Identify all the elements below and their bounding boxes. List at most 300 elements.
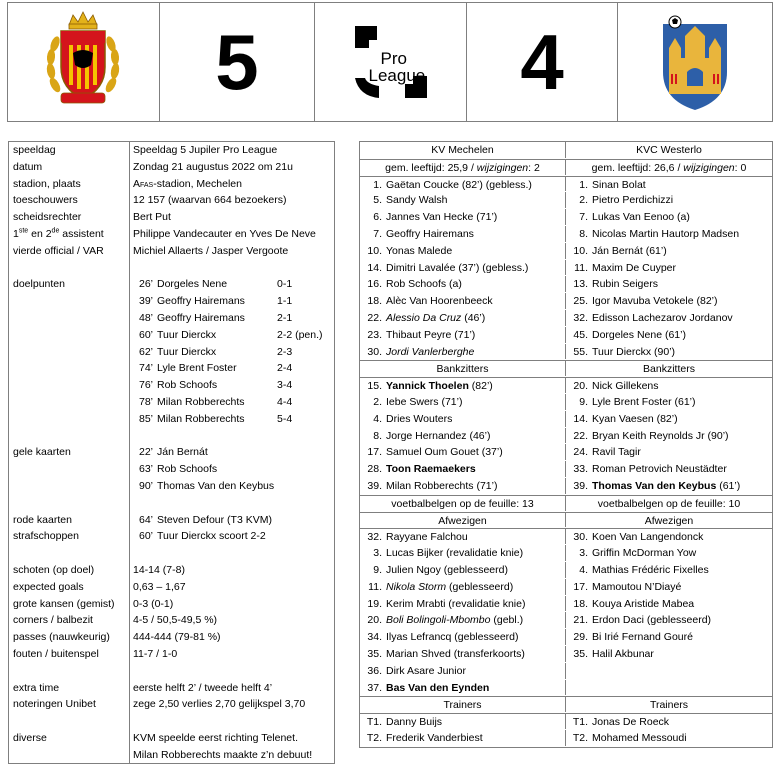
stadium-name-rest: -stadion, Mechelen [153, 177, 242, 190]
goal-row [9, 360, 334, 377]
match-info-table [8, 141, 335, 764]
info-row-vierde-official [9, 243, 334, 260]
away-player-cell [566, 411, 772, 427]
player-number: 16. [367, 278, 382, 291]
card-player: Steven Defour (T3 KVM) [157, 513, 272, 526]
away-player-cell [566, 680, 772, 696]
info-value [130, 528, 334, 545]
stat-value: 0-3 (0-1) [133, 597, 174, 610]
info-label [9, 411, 130, 428]
goal-score: 3-4 [277, 379, 293, 392]
stats-list [9, 562, 334, 663]
starter-row [360, 192, 772, 209]
home-player-cell [360, 192, 566, 208]
player-number: 14. [367, 261, 382, 274]
info-label: extra time [9, 680, 130, 697]
player-name: Yonas Malede [386, 244, 453, 257]
player-number: 32. [573, 311, 588, 324]
card-player: Ján Bernát [157, 446, 208, 459]
player-name: Erdon Daci (geblesseerd) [592, 614, 712, 627]
trainers-list [360, 713, 772, 747]
away-player-cell [566, 344, 772, 360]
stat-row [9, 562, 334, 579]
info-value [130, 176, 334, 193]
info-row-speeldag [9, 142, 334, 159]
bench-row [360, 394, 772, 411]
away-crest-cell [618, 3, 772, 121]
player-number: 8. [579, 227, 588, 240]
player-name: Boli Bolingoli-Mbombo [386, 614, 491, 627]
card-player: Thomas Van den Keybus [157, 479, 275, 492]
absent-row [360, 680, 772, 697]
info-label: strafschoppen [9, 528, 130, 545]
home-player-cell [360, 680, 566, 696]
away-player-cell [566, 444, 772, 460]
player-name: Frederik Vanderbiest [386, 731, 483, 744]
away-player-cell [566, 714, 772, 729]
info-row-datum [9, 159, 334, 176]
player-number: 11. [368, 580, 382, 593]
player-name: Julien Ngoy (geblesseerd) [386, 563, 508, 576]
home-player-cell [360, 177, 566, 192]
away-trainers-label: Trainers [649, 699, 689, 712]
player-number: 34. [367, 631, 382, 644]
info-value: 12 157 (waarvan 664 bezoekers) [133, 194, 287, 207]
pro-league-logo-cell [315, 3, 467, 121]
home-player-cell [360, 260, 566, 276]
player-number: T1. [366, 716, 382, 729]
home-feuille: voetbalbelgen op de feuille: 13 [360, 496, 566, 511]
player-number: 14. [573, 412, 588, 425]
assistent-label-part: 1 [13, 227, 19, 240]
player-number: 30. [573, 531, 588, 544]
away-score-cell [467, 3, 619, 121]
home-player-cell [360, 444, 566, 460]
player-number: 18. [367, 295, 382, 308]
absent-row [360, 629, 772, 646]
home-player-cell [360, 461, 566, 477]
info-label: vierde official / VAR [9, 243, 130, 260]
starter-row [360, 327, 772, 344]
player-name: Ilyas Lefrancq (geblesseerd) [386, 631, 519, 644]
player-number: 33. [573, 463, 588, 476]
away-feuille: voetbalbelgen op de feuille: 10 [597, 497, 741, 510]
absent-row [360, 612, 772, 629]
info-label [9, 293, 130, 310]
player-name: Mathias Frédéric Fixelles [592, 563, 709, 576]
goal-score: 2-4 [277, 362, 293, 375]
player-name: Bryan Keith Reynolds Jr (90’) [592, 429, 729, 442]
away-player-cell [566, 612, 772, 628]
stat-row [9, 612, 334, 629]
player-name: Jonas De Roeck [592, 716, 670, 729]
player-number: 28. [367, 463, 382, 476]
player-name: Roman Petrovich Neustädter [592, 463, 727, 476]
absent-row [360, 596, 772, 613]
info-label: speeldag [9, 142, 130, 159]
player-number: 30. [367, 345, 382, 358]
stat-value: 11-7 / 1-0 [133, 647, 178, 660]
player-number: 1. [373, 178, 382, 191]
player-note: (geblesseerd) [446, 580, 514, 593]
player-number: 45. [573, 328, 588, 341]
player-name: Igor Mavuba Vetokele (82’) [592, 295, 718, 308]
lineup-team-names [360, 142, 772, 159]
away-player-cell [566, 310, 772, 326]
player-number: 23. [367, 328, 382, 341]
goal-minute: 76’ [138, 379, 153, 392]
info-row-assistent [9, 226, 334, 243]
player-note: (gebl.) [490, 614, 524, 627]
home-player-cell [360, 646, 566, 662]
starters-list [360, 176, 772, 361]
stat-label: fouten / buitenspel [9, 646, 130, 663]
stat-label: expected goals [9, 579, 130, 596]
goal-scorer: Tuur Dierckx [157, 328, 217, 341]
home-player-cell [360, 478, 566, 494]
player-name: Alessio Da Cruz [386, 311, 462, 324]
info-row-strafschoppen [9, 528, 334, 545]
player-note: (46’) [461, 311, 486, 324]
home-trainers-label: Trainers [360, 697, 566, 712]
player-name: Dimitri Lavalée (37’) (gebless.) [386, 261, 529, 274]
player-number: 4. [373, 412, 382, 425]
away-player-cell [566, 192, 772, 208]
away-bench-label: Bankzitters [643, 363, 695, 376]
penalty-player: Tuur Dierckx scoort 2-2 [157, 530, 266, 543]
away-player-cell [566, 394, 772, 410]
player-number: 3. [579, 547, 588, 560]
player-name: Griffin McDorman Yow [592, 547, 697, 560]
away-player-cell [566, 562, 772, 578]
info-value [130, 276, 334, 293]
away-player-cell [566, 663, 772, 679]
player-number: 7. [579, 211, 588, 224]
assistent-label-sup: de [51, 227, 60, 235]
info-label [9, 310, 130, 327]
assistent-label-part: en 2 [28, 227, 52, 240]
info-value [130, 394, 334, 411]
info-value: Speeldag 5 Jupiler Pro League [133, 144, 278, 156]
home-player-cell [360, 243, 566, 259]
trainers-header [360, 696, 772, 713]
goal-row [9, 344, 334, 361]
player-number: 15. [367, 380, 382, 393]
home-player-cell [360, 714, 566, 729]
player-number: 19. [367, 597, 382, 610]
player-name: Dirk Asare Junior [386, 664, 466, 677]
stat-row [9, 629, 334, 646]
player-number: 4. [579, 563, 588, 576]
home-score-cell [160, 3, 316, 121]
player-name: Kerim Mrabti (revalidatie knie) [386, 597, 526, 610]
stat-label: schoten (op doel) [9, 562, 130, 579]
home-player-cell [360, 226, 566, 242]
player-name: Koen Van Langendonck [592, 531, 704, 544]
away-player-cell [566, 428, 772, 444]
info-row-toeschouwers [9, 192, 334, 209]
player-note: (61’) [716, 479, 741, 492]
info-label [9, 226, 130, 243]
player-name: Jorge Hernandez (46’) [386, 429, 491, 442]
pro-league-text [369, 50, 426, 84]
player-number: 13. [573, 278, 588, 291]
info-row-empty [9, 495, 334, 512]
home-player-cell [360, 310, 566, 326]
player-number: T2. [366, 731, 382, 744]
absent-row [360, 579, 772, 596]
player-name: Lyle Brent Foster (61’) [592, 395, 696, 408]
info-value [130, 344, 334, 361]
home-bench-label: Bankzitters [360, 361, 566, 376]
starter-row [360, 209, 772, 226]
player-name: Mamoutou N’Diayé [592, 580, 682, 593]
info-label: doelpunten [9, 276, 130, 293]
info-value: zege 2,50 verlies 2,70 gelijkspel 3,70 [133, 698, 306, 711]
home-player-cell [360, 529, 566, 544]
player-name: Dries Wouters [386, 412, 453, 425]
player-number: 18. [573, 597, 588, 610]
player-name: Ján Bernát (61’) [592, 244, 667, 257]
player-number: T2. [572, 731, 588, 744]
info-label [9, 394, 130, 411]
away-changes-value: : 0 [734, 161, 747, 174]
absent-row [360, 663, 772, 680]
away-age-label: gem. leeftijd: 26,6 / [591, 161, 684, 174]
player-name: Nikola Storm [386, 580, 447, 593]
absent-header [360, 512, 772, 529]
info-value: Bert Put [133, 211, 171, 224]
player-name: Nick Gillekens [592, 380, 659, 393]
info-value [130, 512, 334, 529]
goal-score: 2-3 [277, 345, 293, 358]
player-number: 22. [367, 311, 382, 324]
info-label: noteringen Unibet [9, 696, 130, 713]
goal-score: 2-2 (pen.) [277, 328, 323, 341]
goal-score: 5-4 [277, 412, 293, 425]
home-player-cell [360, 394, 566, 410]
home-player-cell [360, 579, 566, 595]
goal-minute: 74’ [138, 362, 153, 375]
home-player-cell [360, 327, 566, 343]
player-name: Lucas Bijker (revalidatie knie) [386, 547, 524, 560]
pro-league-text-pro: Pro [380, 49, 407, 68]
info-label: diverse [9, 730, 130, 747]
player-number: 5. [373, 194, 382, 207]
stat-row [9, 646, 334, 663]
away-player-cell [566, 646, 772, 662]
pro-league-logo [351, 22, 431, 102]
penalty-minute: 60’ [138, 530, 153, 543]
home-player-cell [360, 545, 566, 561]
absent-row [360, 545, 772, 562]
info-value: eerste helft 2’ / tweede helft 4’ [133, 681, 273, 694]
away-player-cell [566, 529, 772, 544]
player-number: 32. [367, 531, 382, 544]
info-label: datum [9, 159, 130, 176]
goal-minute: 39’ [138, 295, 153, 308]
goal-minute: 48’ [138, 311, 153, 324]
info-label [9, 360, 130, 377]
player-name: Ravil Tagir [592, 446, 641, 459]
away-team-name: KVC Westerlo [636, 144, 702, 156]
player-name: Bi Irié Fernand Gouré [592, 631, 693, 644]
player-number: 8. [373, 429, 382, 442]
player-name: Halil Akbunar [592, 647, 654, 660]
stat-value: 444-444 (79-81 %) [133, 631, 221, 644]
info-value [130, 411, 334, 428]
goals-list [9, 276, 334, 427]
pro-league-text-league: League [368, 66, 426, 85]
stat-value: 0,63 – 1,67 [133, 580, 186, 593]
player-number: 35. [367, 647, 382, 660]
player-name: Jordi Vanlerberghe [386, 345, 475, 358]
stat-value: 4-5 / 50,5-49,5 %) [133, 614, 218, 627]
away-player-cell [566, 327, 772, 343]
player-name: Milan Robberechts (71’) [386, 479, 498, 492]
away-absent-label: Afwezigen [644, 514, 694, 527]
player-name: Bas Van den Eynden [386, 681, 490, 694]
stat-row [9, 579, 334, 596]
goal-row [9, 276, 334, 293]
stat-row [9, 596, 334, 613]
goal-score: 2-1 [277, 311, 293, 324]
info-value: Milan Robberechts maakte z’n debuut! [133, 748, 313, 761]
goal-row [9, 310, 334, 327]
player-name: Thibaut Peyre (71’) [386, 328, 476, 341]
info-row-empty [9, 713, 334, 730]
goal-row [9, 377, 334, 394]
info-row-empty [9, 260, 334, 277]
player-number: 36. [367, 664, 382, 677]
home-player-cell [360, 209, 566, 225]
home-player-cell [360, 428, 566, 444]
info-label [9, 377, 130, 394]
kvc-westerlo-crest-icon [655, 12, 735, 112]
goal-scorer: Dorgeles Nene [157, 278, 228, 291]
info-row-rode-kaarten [9, 512, 334, 529]
player-number: 39. [573, 479, 588, 492]
home-score: 5 [215, 18, 259, 106]
player-name: Jannes Van Hecke (71’) [386, 211, 498, 224]
player-name: Nicolas Martin Hautorp Madsen [592, 227, 740, 240]
player-number: 6. [373, 211, 382, 224]
trainer-row [360, 730, 772, 747]
player-number: 24. [573, 446, 588, 459]
home-player-cell [360, 276, 566, 292]
player-name: Dorgeles Nene (61’) [592, 328, 686, 341]
yellow-cards-list [9, 444, 334, 494]
away-player-cell [566, 177, 772, 192]
home-team-name: KV Mechelen [360, 142, 566, 158]
goal-score: 4-4 [277, 395, 293, 408]
stat-label: grote kansen (gemist) [9, 596, 130, 613]
info-row-empty [9, 663, 334, 680]
bench-row [360, 478, 772, 495]
goal-minute: 60’ [138, 328, 153, 341]
player-name: Mohamed Messoudi [592, 731, 687, 744]
info-label: gele kaarten [9, 444, 130, 461]
card-minute: 64’ [138, 513, 153, 526]
player-name: Yannick Thoelen [386, 380, 469, 393]
info-label [9, 344, 130, 361]
home-player-cell [360, 612, 566, 628]
home-player-cell [360, 596, 566, 612]
home-changes-value: : 2 [528, 161, 540, 174]
player-number: 3. [373, 547, 382, 560]
player-note: (82’) [468, 380, 493, 393]
player-number: 20. [367, 614, 382, 627]
home-absent-label: Afwezigen [360, 513, 566, 528]
starter-row [360, 276, 772, 293]
bench-row [360, 461, 772, 478]
kv-mechelen-crest-icon [43, 7, 123, 117]
card-minute: 90’ [138, 479, 153, 492]
bench-list [360, 377, 772, 495]
goal-minute: 85’ [138, 412, 153, 425]
away-player-cell [566, 378, 772, 393]
player-number: 9. [373, 563, 382, 576]
away-player-cell [566, 579, 772, 595]
away-player-cell [566, 209, 772, 225]
info-value [130, 478, 334, 495]
yellow-card-row [9, 444, 334, 461]
away-changes-label: wijzigingen [683, 161, 735, 174]
player-number: 39. [367, 479, 382, 492]
player-name: Rayyane Falchou [386, 531, 468, 544]
info-value: KVM speelde eerst richting Telenet. [133, 731, 298, 744]
starter-row [360, 293, 772, 310]
player-number: 20. [573, 380, 588, 393]
goal-minute: 62’ [138, 345, 153, 358]
match-header [7, 2, 773, 122]
away-player-cell [566, 293, 772, 309]
player-name: Danny Buijs [386, 716, 443, 729]
away-player-cell [566, 226, 772, 242]
card-minute: 22’ [138, 446, 153, 459]
home-player-cell [360, 411, 566, 427]
player-number: 37. [367, 681, 382, 694]
yellow-card-row [9, 461, 334, 478]
assistent-label-part: assistent [59, 227, 104, 240]
player-number: 22. [573, 429, 588, 442]
info-row-unibet [9, 696, 334, 713]
away-player-cell [566, 629, 772, 645]
goal-scorer: Milan Robberechts [157, 395, 245, 408]
home-player-cell [360, 730, 566, 746]
feuille-row [360, 495, 772, 512]
absent-row [360, 562, 772, 579]
absent-row [360, 528, 772, 545]
goal-row [9, 293, 334, 310]
info-value: Michiel Allaerts / Jasper Vergoote [133, 244, 289, 257]
home-player-cell [360, 629, 566, 645]
player-name: Pietro Perdichizzi [592, 194, 674, 207]
info-value [130, 310, 334, 327]
goal-row [9, 411, 334, 428]
starter-row [360, 226, 772, 243]
player-number: 10. [573, 244, 588, 257]
stat-label: corners / balbezit [9, 612, 130, 629]
starter-row [360, 260, 772, 277]
player-name: Thomas Van den Keybus [592, 479, 717, 492]
away-age [566, 160, 772, 175]
info-value [130, 293, 334, 310]
away-player-cell [566, 461, 772, 477]
lineup-table [359, 141, 773, 748]
yellow-card-row [9, 478, 334, 495]
away-player-cell [566, 730, 772, 746]
